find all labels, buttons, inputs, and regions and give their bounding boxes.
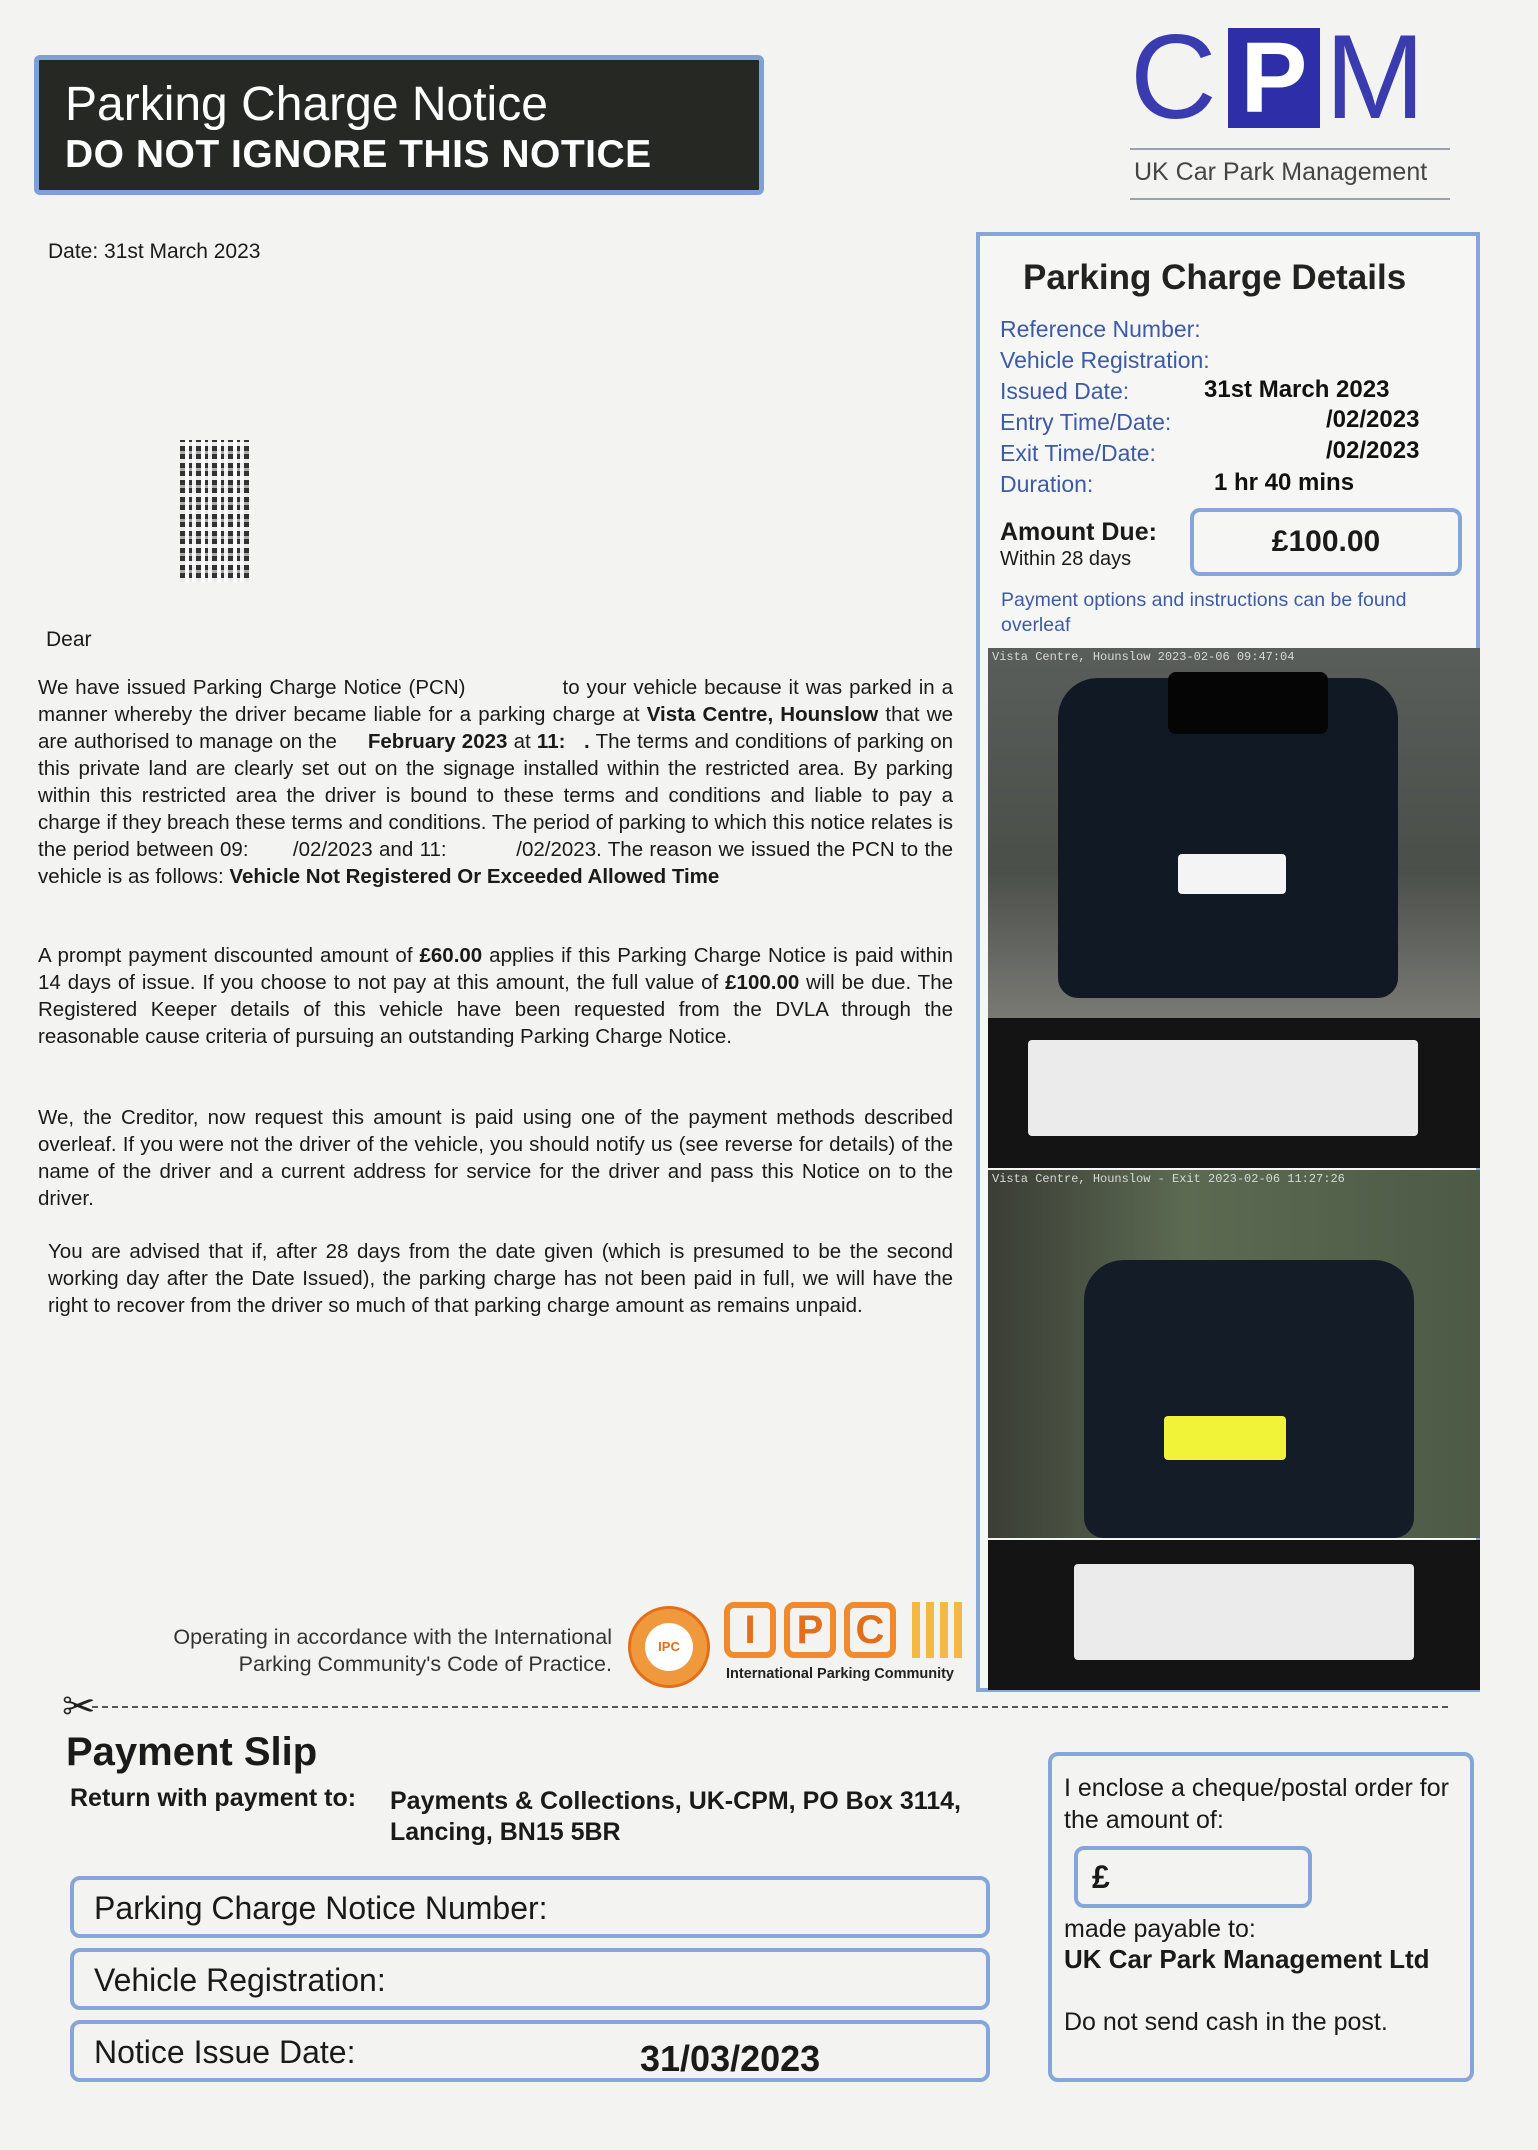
notice-warning: DO NOT IGNORE THIS NOTICE [65,133,652,176]
p3-text: We, the Creditor, now request this amount is paid using one of the payment methods described overleaf. If you were not the driver of the vehicle, you should notify us (see reverse for details) of the name of the driver and a current address for service for the driver and pass this Notice on to the driver. [38,1106,953,1210]
car-rear [1084,1260,1414,1538]
accredited-operator-badge [628,1606,710,1688]
p1-part: The terms and conditions of parking on this private land are clearly set out on the signage installed within the restricted area. By parking within this restricted area the driver is bound to these terms and conditions and liable to pay a charge if they breach these terms and conditions. The period of parking to which this notice relates is the period between 09: /02/2023 and 11: /02/2023. The reason we issued the PCN to the vehicle is as follows: [38,730,959,888]
contravention-time: 11: . [536,730,590,753]
full-amount: £100.00 [725,971,800,994]
logo-rule-bottom [1130,198,1450,200]
entry-plate-blank [1028,1040,1418,1136]
pound-symbol: £ [1092,1859,1110,1895]
reference-number-label: Reference Number: [1000,316,1201,342]
pcn-number-redacted [472,676,555,699]
rear-plate-yellow [1164,1416,1286,1460]
amount-due-value: £100.00 [1190,508,1462,576]
vehicle-registration-field[interactable] [70,1948,990,2010]
details-title: Parking Charge Details [1023,258,1407,297]
p1-part: that we are authorised to manage on the [38,703,953,753]
p4-text: You are advised that if, after 28 days from the date given (which is presumed to be the second working day after the Date Issued), the parking charge has not been paid in full, we will have the right to recover from the driver so much of that parking charge amount as remains unpaid. [48,1240,953,1317]
letter-paragraph-1 [38,674,959,890]
scissors-icon: ✂ [62,1685,96,1729]
exit-plate-blank [1074,1564,1414,1660]
discount-amount: £60.00 [419,944,483,967]
entry-photo-caption: Vista Centre, Hounslow 2023-02-06 09:47:04 [992,650,1295,664]
payment-slip-title: Payment Slip [66,1730,318,1774]
ipc-logo-caption: International Parking Community [726,1666,954,1682]
payable-to-label: made payable to: [1064,1915,1256,1943]
greeting: Dear [46,628,92,651]
badge-label: IPC [645,1623,693,1671]
ipc-logo [724,1602,974,1692]
ipc-letter-p: P [784,1602,836,1658]
notice-banner [34,55,764,195]
letter-date: Date: 31st March 2023 [48,240,261,263]
logo-letter-c: C [1130,10,1217,144]
amount-due-label: Amount Due: [1000,518,1157,546]
pcn-reason: Vehicle Not Registered Or Exceeded Allowed Time [229,865,720,888]
windscreen-redaction [1168,672,1328,734]
exit-time-label: Exit Time/Date: [1000,440,1156,466]
p2-part: applies if this Parking Charge Notice is paid within 14 days of issue. If you choose to not pay at this amount, the full value of [38,944,953,994]
notice-issue-date-value: 31/03/2023 [640,2038,821,2079]
p1-part: to your vehicle because it was parked in a manner whereby the driver became liable for a parking charge at [38,676,954,726]
exit-camera-photo [988,1170,1480,1538]
notice-title: Parking Charge Notice [65,78,548,131]
return-address: Payments & Collections, UK-CPM, PO Box 3114, Lancing, BN15 5BR [390,1787,961,1846]
ipc-stripes [912,1602,968,1658]
letter-paragraph-2 [38,942,953,1050]
vehicle-registration-label: Vehicle Registration: [1000,347,1210,373]
notice-issue-date-field[interactable] [70,2020,990,2082]
p2-part: will be due. The Registered Keeper details of this vehicle have been requested from the DVLA through the reasonable cause criteria of pursuing an outstanding Parking Charge Notice. [38,971,953,1048]
duration-value: 1 hr 40 mins [1214,469,1355,496]
cpm-logo [1130,10,1450,202]
site-name: Vista Centre, Hounslow [646,703,879,726]
cheque-amount-field[interactable] [1074,1846,1312,1908]
logo-letter-m: M [1325,10,1425,144]
entry-camera-photo [988,648,1480,1018]
duration-label: Duration: [1000,471,1094,497]
entry-time-label: Entry Time/Date: [1000,409,1172,435]
entry-time-value: /02/2023 [1326,406,1420,433]
issued-date-value: 31st March 2023 [1204,376,1390,403]
return-label: Return with payment to: [70,1784,357,1812]
cheque-text: I enclose a cheque/postal order for the amount of: [1064,1774,1449,1834]
pcn-number-field-label: Parking Charge Notice Number: [94,1890,548,1926]
cut-line [92,1706,1448,1708]
p1-part: We have issued Parking Charge Notice (PCN) [38,676,473,699]
entry-plate-photo [988,1018,1480,1168]
logo-rule-top [1130,148,1450,150]
p1-part: at [507,730,537,753]
no-cash-note: Do not send cash in the post. [1064,2008,1388,2036]
front-plate-blank [1178,854,1286,894]
logo-tagline: UK Car Park Management [1134,158,1428,186]
vehicle-registration-field-label: Vehicle Registration: [94,1962,386,1998]
amount-due-period: Within 28 days [1000,548,1132,570]
payable-to-company: UK Car Park Management Ltd [1064,1944,1430,1974]
ipc-letter-i: I [724,1602,776,1658]
letter-paragraph-4 [48,1238,953,1319]
ipc-letter-c: C [844,1602,896,1658]
exit-photo-caption: Vista Centre, Hounslow - Exit 2023-02-06 11:27:26 [992,1172,1345,1186]
exit-time-value: /02/2023 [1326,437,1420,464]
payment-note: Payment options and instructions can be found overleaf [1001,589,1407,636]
pcn-number-field[interactable] [70,1876,990,1938]
notice-issue-date-label: Notice Issue Date: [94,2034,356,2070]
exit-plate-photo [988,1540,1480,1690]
logo-letter-p: P [1228,28,1320,128]
contravention-date: February 2023 [343,730,508,753]
issued-date-label: Issued Date: [1000,378,1130,404]
datamatrix-overlay [180,440,250,582]
p2-part: A prompt payment discounted amount of [38,944,420,967]
ipc-statement: Operating in accordance with the International Parking Community's Code of Practice. [173,1625,612,1676]
letter-paragraph-3 [38,1104,953,1212]
